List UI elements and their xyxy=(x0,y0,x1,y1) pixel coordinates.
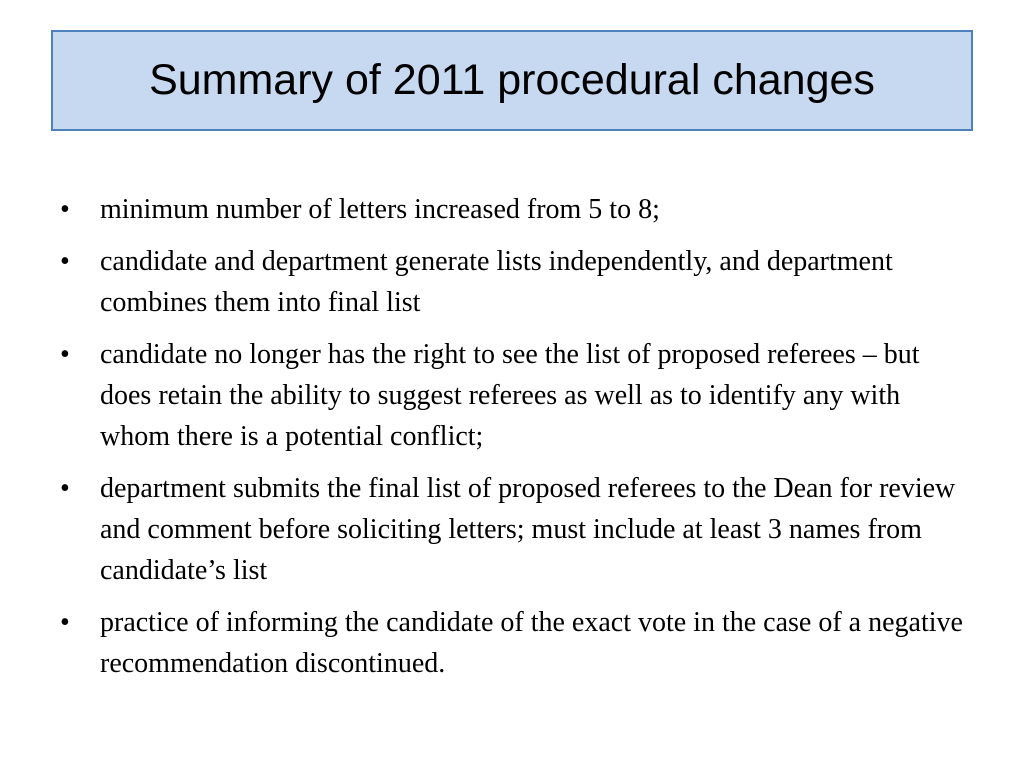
bullet-icon: • xyxy=(60,473,70,504)
bullet-text: department submits the final list of proposed referees to the Dean for review and comment before soliciting letters; must include at least 3 names from candidate’s list xyxy=(100,473,956,586)
slide-title: Summary of 2011 procedural changes xyxy=(149,56,875,104)
bullet-text: minimum number of letters increased from 5 to 8; xyxy=(100,194,660,225)
bullet-text: candidate and department generate lists independently, and department combines them into final list xyxy=(100,246,893,318)
bullet-icon: • xyxy=(60,339,70,370)
title-box xyxy=(51,30,973,131)
bullet-icon: • xyxy=(60,194,70,225)
bullet-text: candidate no longer has the right to see the list of proposed referees – but does retain the ability to suggest referees as well as to identify any with whom there is a potential conflict; xyxy=(100,339,920,452)
bullet-text: practice of informing the candidate of the exact vote in the case of a negative recommendation discontinued. xyxy=(100,607,963,679)
bullet-icon: • xyxy=(60,607,70,638)
bullet-item xyxy=(60,189,965,230)
bullet-item xyxy=(60,241,965,323)
bullet-item xyxy=(60,334,965,457)
bullet-list xyxy=(60,189,965,695)
bullet-icon: • xyxy=(60,246,70,277)
bullet-item xyxy=(60,602,965,684)
bullet-item xyxy=(60,468,965,591)
